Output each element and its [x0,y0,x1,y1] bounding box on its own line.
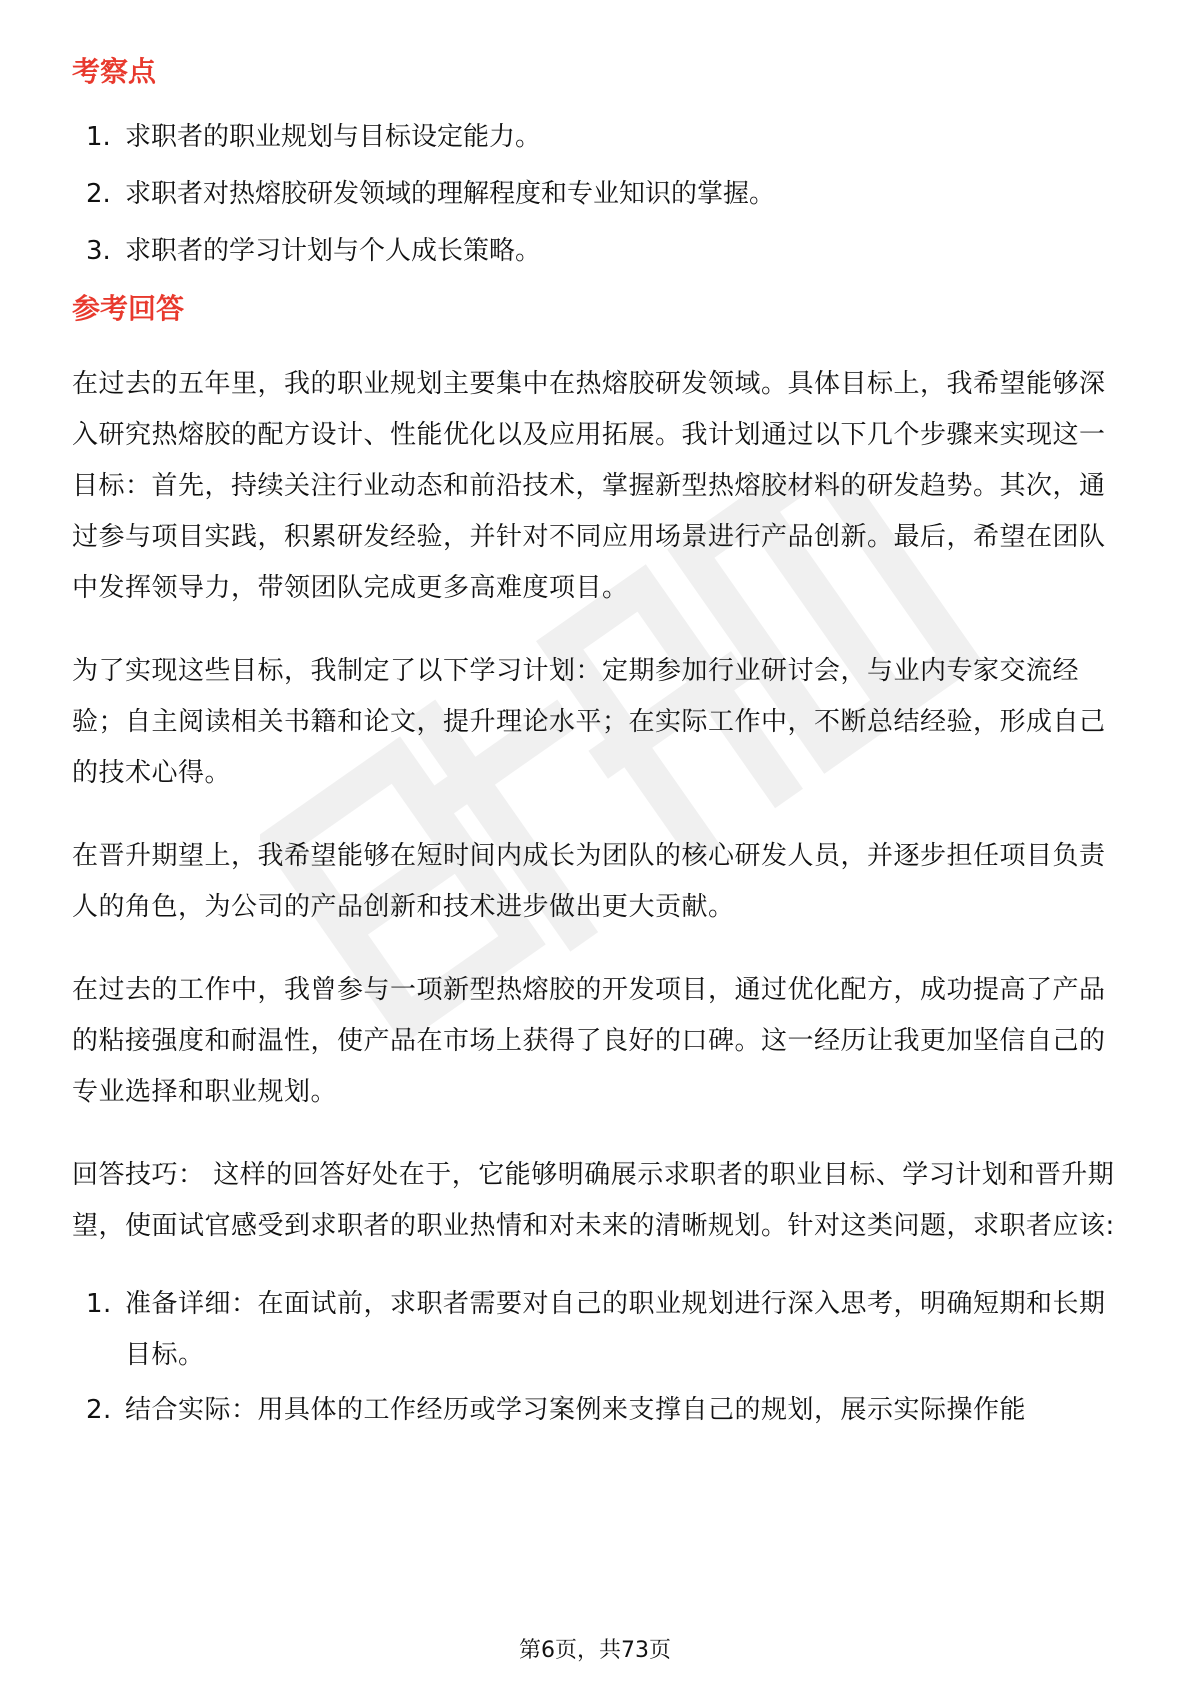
answer-paragraph: 在过去的工作中，我曾参与一项新型热熔胶的开发项目，通过优化配方，成功提高了产品的粘接强度和耐温性，使产品在市场上获得了良好的口碑。这一经历让我更加坚信自己的专业选择和职业规划。 [72,975,1106,1107]
list-item [72,175,1122,213]
key-points-list [72,118,1122,270]
list-item-text: 结合实际：用具体的工作经历或学习案例来支撑自己的规划，展示实际操作能 [125,1395,1027,1425]
list-item-text: 求职者对热熔胶研发领域的理解程度和专业知识的掌握。 [125,179,776,209]
list-item [72,1279,1122,1381]
answer-tips-paragraph: 回答技巧： 这样的回答好处在于，它能够明确展示求职者的职业目标、学习计划和晋升期望，使面试官感受到求职者的职业热情和对未来的清晰规划。针对这类问题，求职者应该: [72,1160,1115,1241]
list-item-number: 1. [86,1289,112,1319]
section-title-reference-answer: 参考回答 [72,292,185,325]
list-item-number: 2. [86,1395,112,1425]
list-item-text: 求职者的学习计划与个人成长策略。 [125,236,542,266]
answer-paragraph: 为了实现这些目标，我制定了以下学习计划：定期参加行业研讨会，与业内专家交流经验；自主阅读相关书籍和论文，提升理论水平；在实际工作中，不断总结经验，形成自己的技术心得。 [72,656,1106,788]
list-item [72,118,1122,156]
list-item [72,1385,1122,1436]
list-item-number: 3. [86,236,111,266]
tips-list [72,1279,1122,1436]
list-item [72,232,1122,270]
list-item-text: 求职者的职业规划与目标设定能力。 [125,122,542,152]
list-item-text: 准备详细：在面试前，求职者需要对自己的职业规划进行深入思考，明确短期和长期目标。 [125,1289,1106,1370]
list-item-number: 1. [86,122,111,152]
document-content [72,48,1122,1440]
section-title-key-points: 考察点 [72,55,157,88]
answer-paragraph: 在晋升期望上，我希望能够在短时间内成长为团队的核心研发人员，并逐步担任项目负责人的角色，为公司的产品创新和技术进步做出更大贡献。 [72,841,1106,922]
list-item-number: 2. [86,179,111,209]
page-number-footer: 第6页，共73页 [519,1638,671,1663]
answer-paragraph: 在过去的五年里，我的职业规划主要集中在热熔胶研发领域。具体目标上，我希望能够深入研究热熔胶的配方设计、性能优化以及应用拓展。我计划通过以下几个步骤来实现这一目标：首先，持续关注行业动态和前沿技术，掌握新型热熔胶材料的研发趋势。其次，通过参与项目实践，积累研发经验，并针对不同应用场景进行产品创新。最后，希望在团队中发挥领导力，带领团队完成更多高难度项目。 [72,369,1106,603]
